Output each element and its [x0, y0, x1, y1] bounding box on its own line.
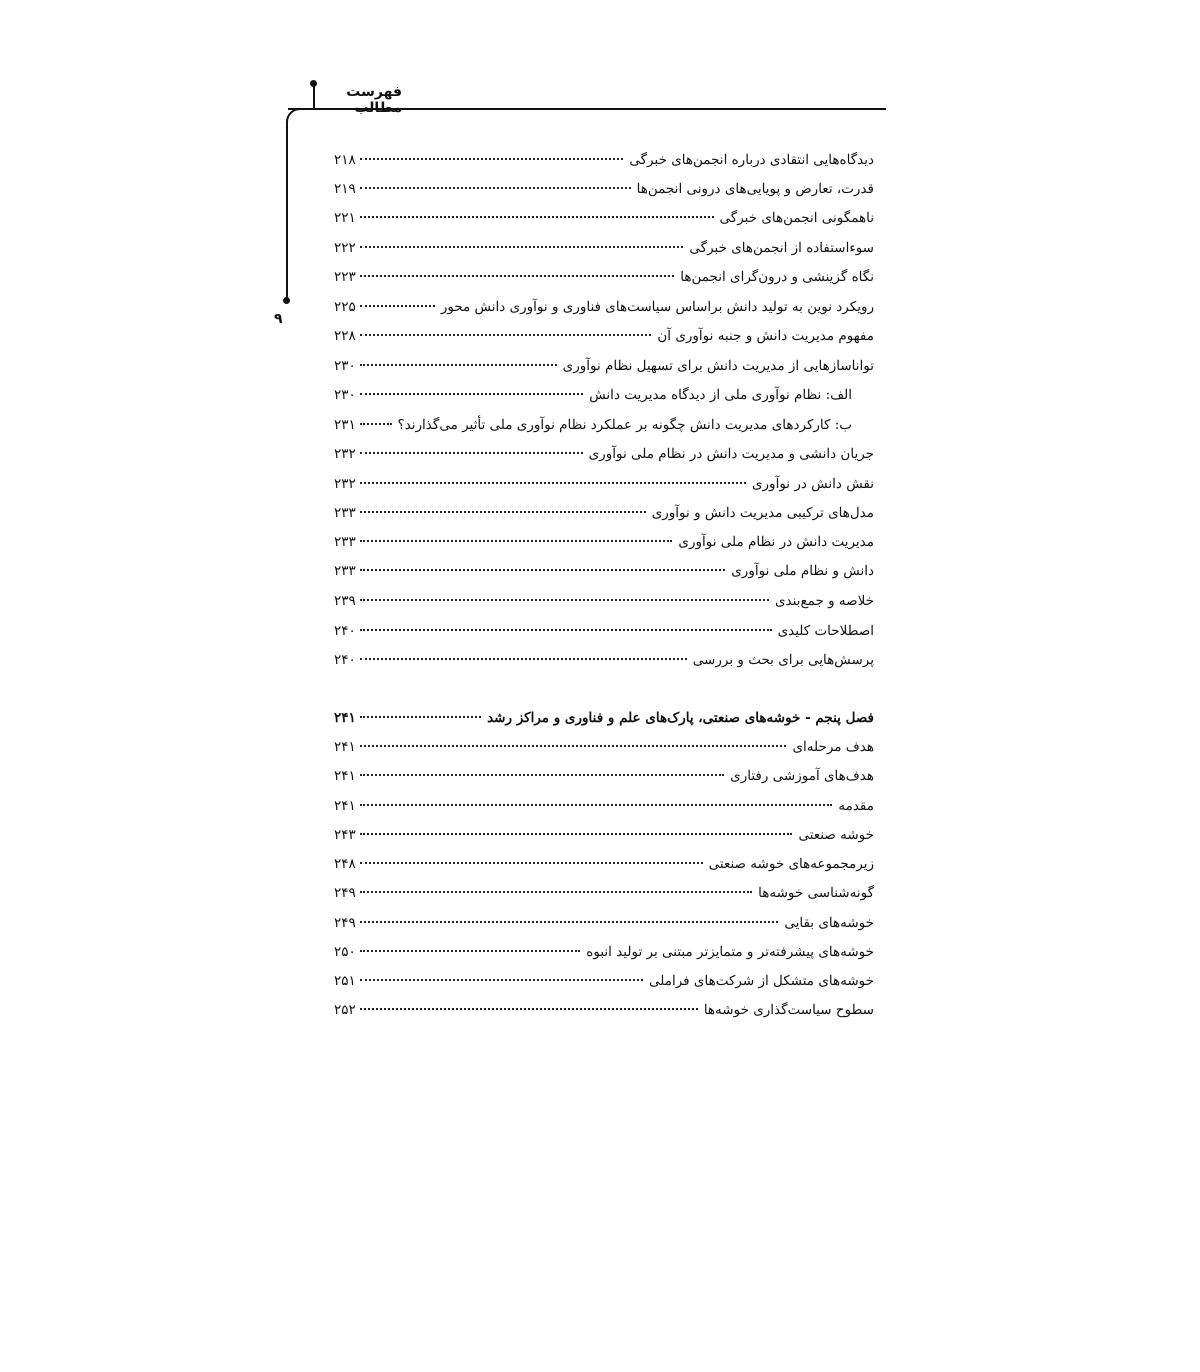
toc-entry — [334, 324, 874, 348]
dot-leader — [360, 599, 769, 601]
toc-entry-title: هدف مرحله‌ای — [792, 739, 874, 755]
frame-left-rule — [286, 122, 288, 300]
toc-entry — [334, 236, 874, 260]
frame-tick — [313, 84, 315, 109]
dot-leader — [360, 745, 786, 747]
dot-leader — [360, 833, 792, 835]
dot-leader — [360, 393, 583, 395]
toc-entry-title: خلاصه و جمع‌بندی — [774, 593, 874, 609]
toc-entry-title: الف: نظام نوآوری ملی از دیدگاه مدیریت دانش — [589, 387, 852, 403]
dot-leader — [360, 804, 832, 806]
toc-entry-page: ۲۲۸ — [334, 328, 356, 344]
toc-entry — [334, 206, 874, 230]
toc-entry-page: ۲۴۰ — [334, 623, 356, 639]
toc-entry-title: مدل‌های ترکیبی مدیریت دانش و نوآوری — [651, 505, 874, 521]
toc-entry-title: نقش دانش در نوآوری — [751, 476, 874, 492]
toc-chapter-heading — [334, 706, 874, 730]
toc-entry-title: گونه‌شناسی خوشه‌ها — [758, 885, 874, 901]
dot-leader — [360, 187, 631, 189]
toc-entry-page: ۲۳۳ — [334, 563, 356, 579]
dot-leader — [360, 275, 674, 277]
toc-entry-title: جریان دانشی و مدیریت دانش در نظام ملی نوآوری — [588, 446, 874, 462]
toc-entry-title: اصطلاحات کلیدی — [777, 623, 874, 639]
toc-entry-title: فصل پنجم - خوشه‌های صنعتی، پارک‌های علم و فناوری و مراکز رشد — [487, 710, 874, 726]
frame-dot-top — [310, 80, 317, 87]
toc-entry-title: زیرمجموعه‌های خوشه صنعتی — [708, 856, 874, 872]
dot-leader — [360, 452, 583, 454]
toc-entry — [334, 852, 874, 876]
toc-subentry — [334, 383, 874, 407]
toc-entry — [334, 530, 874, 554]
toc-entry — [334, 823, 874, 847]
toc-entry-page: ۲۵۰ — [334, 944, 356, 960]
toc-entry-page: ۲۴۱ — [334, 739, 356, 755]
toc-entry — [334, 911, 874, 935]
page-number: ۹ — [274, 311, 283, 327]
dot-leader — [360, 950, 580, 952]
toc-entry-page: ۲۴۸ — [334, 856, 356, 872]
dot-leader — [360, 216, 714, 218]
toc-entry-page: ۲۵۲ — [334, 1002, 356, 1018]
toc-entry-page: ۲۲۱ — [334, 210, 356, 226]
dot-leader — [360, 423, 392, 425]
toc-entry — [334, 177, 874, 201]
toc-entry-title: قدرت، تعارض و پویایی‌های درونی انجمن‌ها — [636, 181, 874, 197]
toc-entry-page: ۲۳۱ — [334, 417, 356, 433]
toc-entry-page: ۲۴۳ — [334, 827, 356, 843]
dot-leader — [360, 921, 778, 923]
toc-subentry — [334, 413, 874, 437]
toc-entry-title: مفهوم مدیریت دانش و جنبه نوآوری آن — [657, 328, 874, 344]
toc-entry — [334, 354, 874, 378]
toc-entry-title: خوشه‌های پیشرفته‌تر و متمایزتر مبتنی بر تولید انبوه — [586, 944, 874, 960]
toc-entry — [334, 969, 874, 993]
toc-entry-title: نگاه گزینشی و درون‌گرای انجمن‌ها — [680, 269, 874, 285]
toc-entry — [334, 881, 874, 905]
toc-entry — [334, 472, 874, 496]
toc-entry — [334, 764, 874, 788]
toc-entry-title: سوءاستفاده از انجمن‌های خبرگی — [689, 240, 874, 256]
toc-entry-title: مدیریت دانش در نظام ملی نوآوری — [678, 534, 874, 550]
dot-leader — [360, 979, 643, 981]
toc-entry-title: خوشه‌های بقایی — [784, 915, 874, 931]
toc-entry-page: ۲۴۹ — [334, 915, 356, 931]
frame-corner — [286, 108, 302, 124]
toc-entry-page: ۲۴۱ — [334, 798, 356, 814]
toc-entry-page: ۲۳۳ — [334, 505, 356, 521]
toc-entry-page: ۲۴۹ — [334, 885, 356, 901]
toc-entry — [334, 442, 874, 466]
dot-leader — [360, 364, 557, 366]
toc-entry-page: ۲۴۱ — [334, 710, 356, 726]
dot-leader — [360, 774, 724, 776]
toc-entry — [334, 148, 874, 172]
toc-entry — [334, 998, 874, 1022]
toc-entry-title: رویکرد نوین به تولید دانش براساس سیاست‌های فناوری و نوآوری دانش محور — [440, 299, 874, 315]
toc-entry-page: ۲۳۳ — [334, 534, 356, 550]
dot-leader — [360, 158, 623, 160]
toc-entry — [334, 501, 874, 525]
toc-entry-page: ۲۳۲ — [334, 476, 356, 492]
toc-entry-page: ۲۳۲ — [334, 446, 356, 462]
dot-leader — [360, 482, 746, 484]
toc-entry-title: توانا‌سازهایی از مدیریت دانش برای تسهیل نظام نوآوری — [562, 358, 874, 374]
dot-leader — [360, 862, 703, 864]
toc-entry — [334, 648, 874, 672]
toc-entry-title: هدف‌های آموزشی رفتاری — [730, 768, 874, 784]
toc-entry-page: ۲۳۹ — [334, 593, 356, 609]
toc-entry-page: ۲۲۵ — [334, 299, 356, 315]
toc-entry-title: سطوح سیاست‌گذاری خوشه‌ها — [703, 1002, 874, 1018]
toc-entry-title: خوشه صنعتی — [798, 827, 874, 843]
toc-entry-title: خوشه‌های متشکل از شرکت‌های فراملی — [649, 973, 874, 989]
dot-leader — [360, 891, 752, 893]
dot-leader — [360, 1008, 698, 1010]
dot-leader — [360, 716, 481, 718]
dot-leader — [360, 658, 687, 660]
toc-entry-title: دیدگاه‌هایی انتقادی درباره انجمن‌های خبرگی — [629, 152, 874, 168]
toc-entry — [334, 265, 874, 289]
toc-entry-page: ۲۲۲ — [334, 240, 356, 256]
toc-entry-title: دانش و نظام ملی نوآوری — [731, 563, 874, 579]
toc-entry-page: ۲۳۰ — [334, 358, 356, 374]
dot-leader — [360, 246, 683, 248]
toc-entry — [334, 559, 874, 583]
toc-entry-page: ۲۲۳ — [334, 269, 356, 285]
dot-leader — [360, 569, 725, 571]
toc-entry-title: ناهمگونی انجمن‌های خبرگی — [719, 210, 874, 226]
dot-leader — [360, 511, 646, 513]
dot-leader — [360, 334, 651, 336]
toc-entry-page: ۲۴۱ — [334, 768, 356, 784]
frame-dot-bottom — [283, 297, 290, 304]
toc-entry — [334, 940, 874, 964]
dot-leader — [360, 629, 772, 631]
dot-leader — [360, 305, 435, 307]
toc-entry-page: ۲۴۰ — [334, 652, 356, 668]
toc-entry — [334, 735, 874, 759]
toc-entry-page: ۲۳۰ — [334, 387, 356, 403]
toc-entry-title: پرسش‌هایی برای بحث و بررسی — [692, 652, 874, 668]
toc-entry — [334, 295, 874, 319]
toc-entry — [334, 589, 874, 613]
toc-entry-page: ۲۱۸ — [334, 152, 356, 168]
toc-entry-page: ۲۵۱ — [334, 973, 356, 989]
toc-entry-title: ب: کارکردهای مدیریت دانش چگونه بر عملکرد نظام نوآوری ملی تأثیر می‌گذارند؟ — [397, 417, 852, 433]
toc-entry-page: ۲۱۹ — [334, 181, 356, 197]
dot-leader — [360, 540, 672, 542]
toc-entry-title: مقدمه — [838, 798, 874, 814]
toc-entry — [334, 619, 874, 643]
toc-entry — [334, 794, 874, 818]
running-header-title: فهرست مطالب — [346, 84, 402, 116]
